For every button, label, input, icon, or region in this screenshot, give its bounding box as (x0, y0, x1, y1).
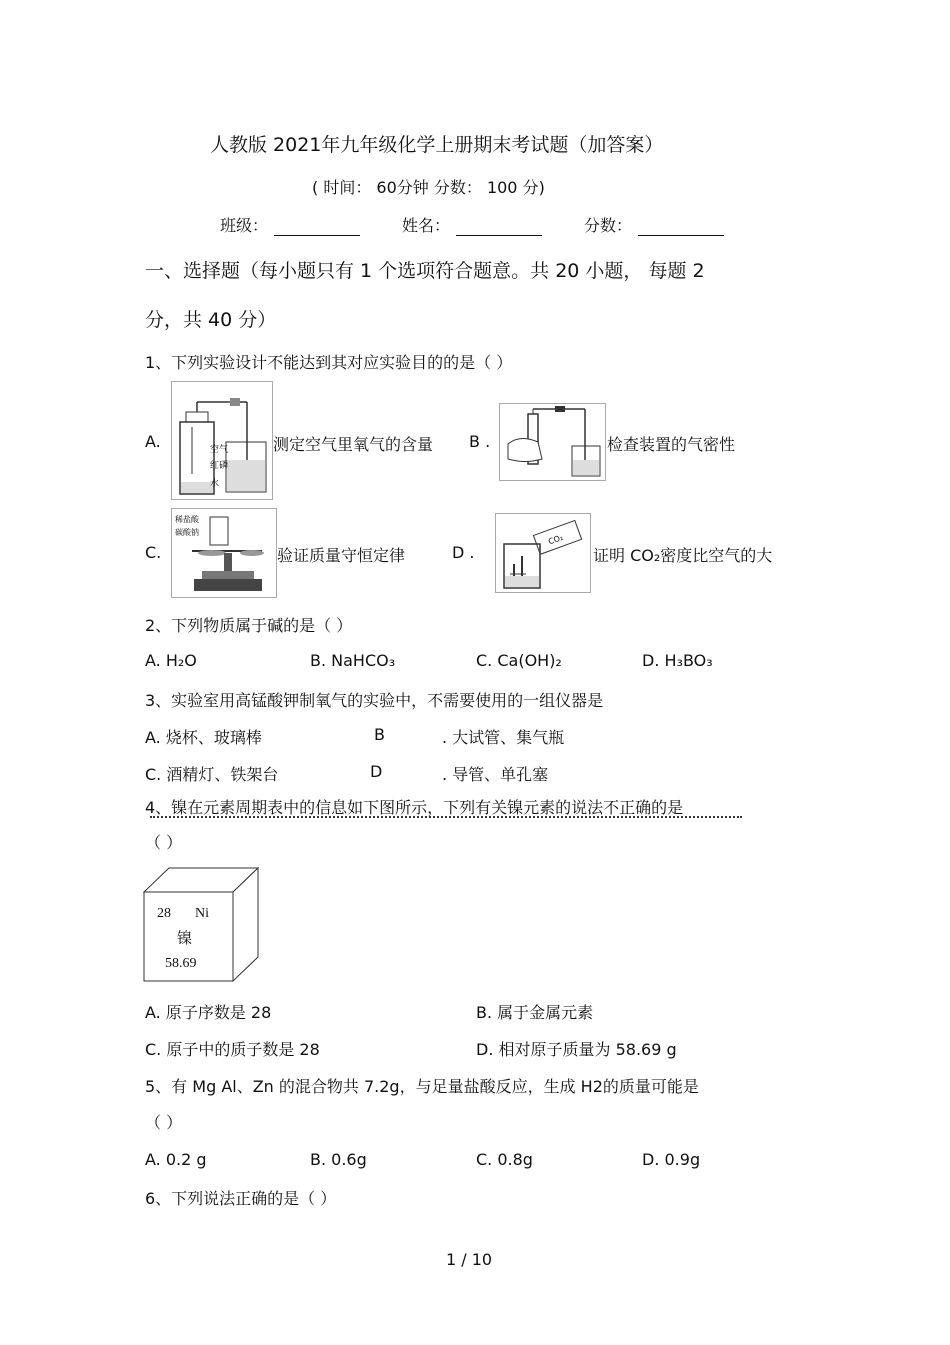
fig-d-label-co2: CO₂ (547, 532, 565, 547)
class-label: 班级： (220, 216, 269, 235)
q4-stem: 4、镍在元素周期表中的信息如下图所示，下列有关镍元素的说法不正确的是 (145, 798, 684, 817)
section-heading-line2: 分，共 40 分） (145, 309, 277, 331)
q3-option-b-letter: B (374, 725, 385, 744)
q3-stem: 3、实验室用高锰酸钾制氧气的实验中，不需要使用的一组仪器是 (145, 691, 604, 710)
q1-stem: 1、下列实验设计不能达到其对应实验目的的是（ ） (145, 353, 513, 372)
q1-c-letter: C. (145, 543, 162, 562)
cell-symbol: Ni (195, 906, 209, 921)
q5-option-b: B. 0.6g (310, 1150, 367, 1169)
q1-a-text: 测定空气里氧气的含量 (273, 435, 434, 454)
q1-figure-c (171, 508, 277, 598)
name-label: 姓名： (402, 216, 451, 235)
q5-paren: （ ） (145, 1113, 183, 1132)
section-heading-line1: 一、选择题（每小题只有 1 个选项符合题意。共 20 小题， 每题 2 (145, 260, 705, 282)
q3-option-a: A. 烧杯、玻璃棒 (145, 728, 262, 747)
q5-stem: 5、有 Mg Al、Zn 的混合物共 7.2g，与足量盐酸反应，生成 H2的质量可能是 (145, 1077, 699, 1096)
q2-option-a: A. H₂O (145, 651, 197, 670)
mass-conservation-balance-diagram (172, 509, 276, 597)
co2-density-diagram (496, 514, 590, 592)
q1-d-letter: D . (452, 543, 475, 562)
q4-option-d: D. 相对原子质量为 58.69 g (476, 1040, 677, 1059)
q1-b-text: 检查装置的气密性 (607, 435, 736, 454)
q4-paren: （ ） (145, 833, 183, 852)
fig-a-label-phosphorus: 红磷 (210, 461, 229, 471)
q1-figure-d (495, 513, 591, 593)
q2-option-b: B. NaHCO₃ (310, 651, 396, 670)
q2-stem: 2、下列物质属于碱的是（ ） (145, 616, 353, 635)
fig-c-label-acid: 稀盐酸 (175, 515, 199, 524)
q6-stem: 6、下列说法正确的是（ ） (145, 1189, 337, 1208)
q1-b-letter: B . (469, 432, 491, 451)
cell-name: 镍 (177, 929, 193, 947)
nickel-element-cell (143, 867, 259, 983)
q1-a-letter: A. (145, 432, 161, 451)
q2-option-c: C. Ca(OH)₂ (476, 651, 562, 670)
fig-c-label-carbonate: 碳酸钠 (175, 528, 199, 537)
q4-option-a: A. 原子序数是 28 (145, 1003, 272, 1022)
score-field (584, 213, 724, 236)
class-blank (274, 219, 360, 236)
page-number: 1 / 10 (446, 1250, 493, 1269)
name-blank (456, 219, 542, 236)
airtightness-check-diagram (500, 404, 605, 480)
element-cube-diagram (143, 867, 259, 983)
page-title: 人教版 2021年九年级化学上册期末考试题（加答案） (210, 134, 664, 156)
q5-option-c: C. 0.8g (476, 1150, 533, 1169)
q3-option-b: . 大试管、集气瓶 (442, 728, 565, 747)
fig-a-label-water: 水 (210, 479, 220, 489)
q1-c-text: 验证质量守恒定律 (277, 546, 406, 565)
q1-figure-b (499, 403, 606, 481)
q3-option-d: . 导管、单孔塞 (442, 765, 549, 784)
q1-d-text: 证明 CO₂密度比空气的大 (593, 546, 773, 565)
cell-atomic-number: 28 (157, 906, 171, 921)
class-field (220, 213, 360, 236)
q4-option-c: C. 原子中的质子数是 28 (145, 1040, 320, 1059)
score-label: 分数： (584, 216, 633, 235)
q5-option-a: A. 0.2 g (145, 1150, 207, 1169)
q1-figure-a (171, 381, 273, 500)
q2-option-d: D. H₃BO₃ (642, 651, 713, 670)
q4-option-b: B. 属于金属元素 (476, 1003, 594, 1022)
q3-option-d-letter: D (370, 762, 383, 781)
q4-emphasis-dots (150, 816, 742, 818)
score-blank (638, 219, 724, 236)
exam-meta: ( 时间： 60分钟 分数： 100 分) (312, 178, 545, 197)
q5-option-d: D. 0.9g (642, 1150, 701, 1169)
fig-a-label-air: 空气 (210, 445, 229, 455)
cell-atomic-mass: 58.69 (165, 956, 197, 971)
q3-option-c: C. 酒精灯、铁架台 (145, 765, 279, 784)
name-field (402, 213, 542, 236)
phosphorus-apparatus-diagram (172, 382, 272, 499)
